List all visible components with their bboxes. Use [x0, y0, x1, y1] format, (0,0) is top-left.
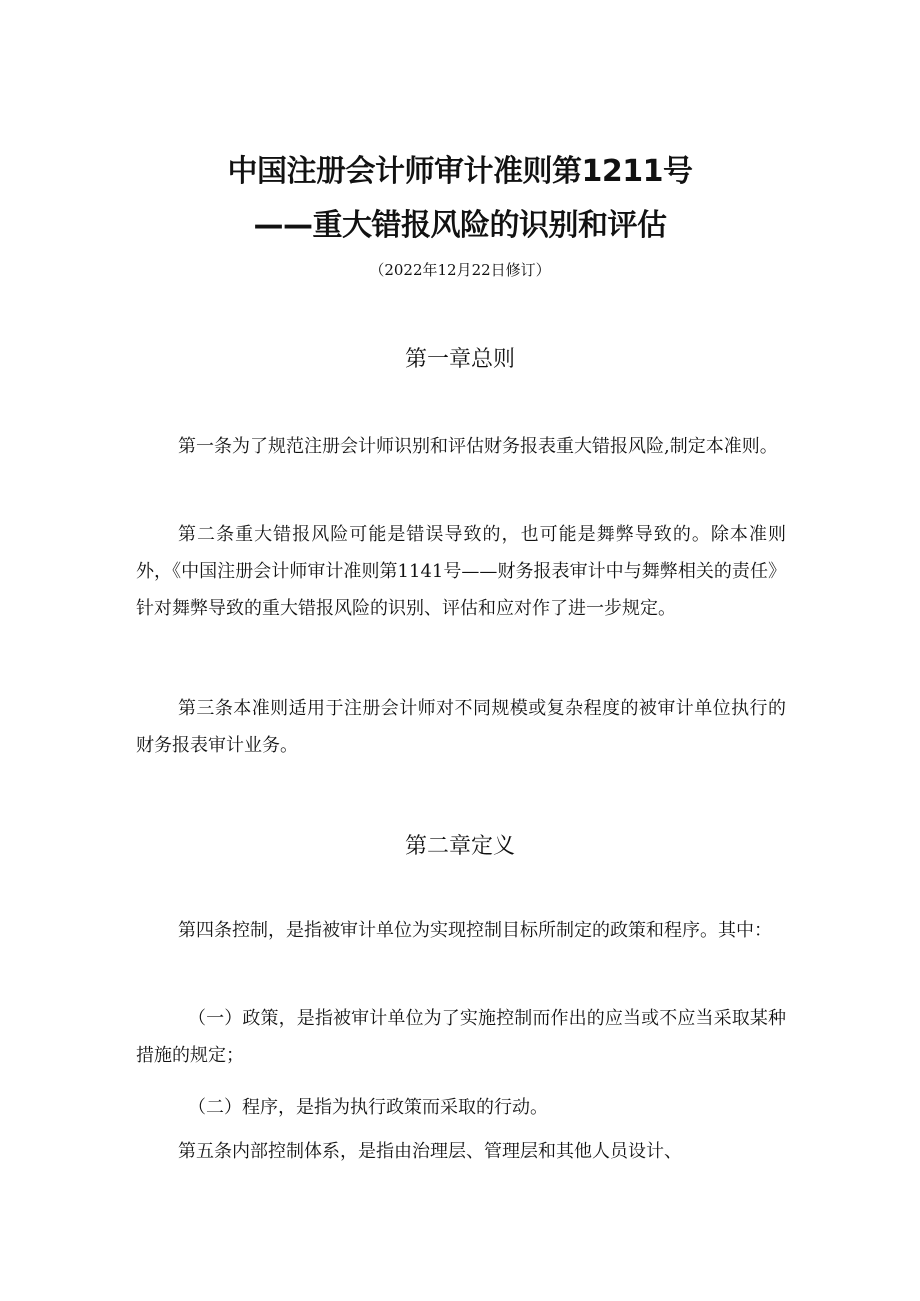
- document-subtitle: ——重大错报风险的识别和评估: [253, 208, 667, 243]
- article-paragraph: 第三条本准则适用于注册会计师对不同规模或复杂程度的被审计单位执行的财务报表审计业务。: [136, 698, 786, 756]
- revision-date: （2022年12月22日修订）: [369, 261, 551, 279]
- article-paragraph: 第一条为了规范注册会计师识别和评估财务报表重大错报风险,制定本准则。: [178, 436, 778, 457]
- document-title: 中国注册会计师审计准则第1211号: [227, 154, 693, 189]
- chapter-heading: 第一章总则: [404, 347, 515, 372]
- list-item: （二）程序，是指为执行政策而采取的行动。: [188, 1097, 548, 1118]
- article-paragraph: 第五条内部控制体系，是指由治理层、管理层和其他人员设计、: [178, 1141, 682, 1162]
- list-item: （一）政策，是指被审计单位为了实施控制而作出的应当或不应当采取某种措施的规定；: [136, 1008, 786, 1066]
- chapter-heading: 第二章定义: [404, 834, 515, 859]
- article-paragraph: 第四条控制，是指被审计单位为实现控制目标所制定的政策和程序。其中：: [178, 920, 772, 941]
- article-paragraph: 第二条重大错报风险可能是错误导致的，也可能是舞弊导致的。除本准则外，《中国注册会计师审计准则第1141号——财务报表审计中与舞弊相关的责任》针对舞弊导致的重大错报风险的识别、评估和应对作了进一步规定。: [136, 524, 786, 619]
